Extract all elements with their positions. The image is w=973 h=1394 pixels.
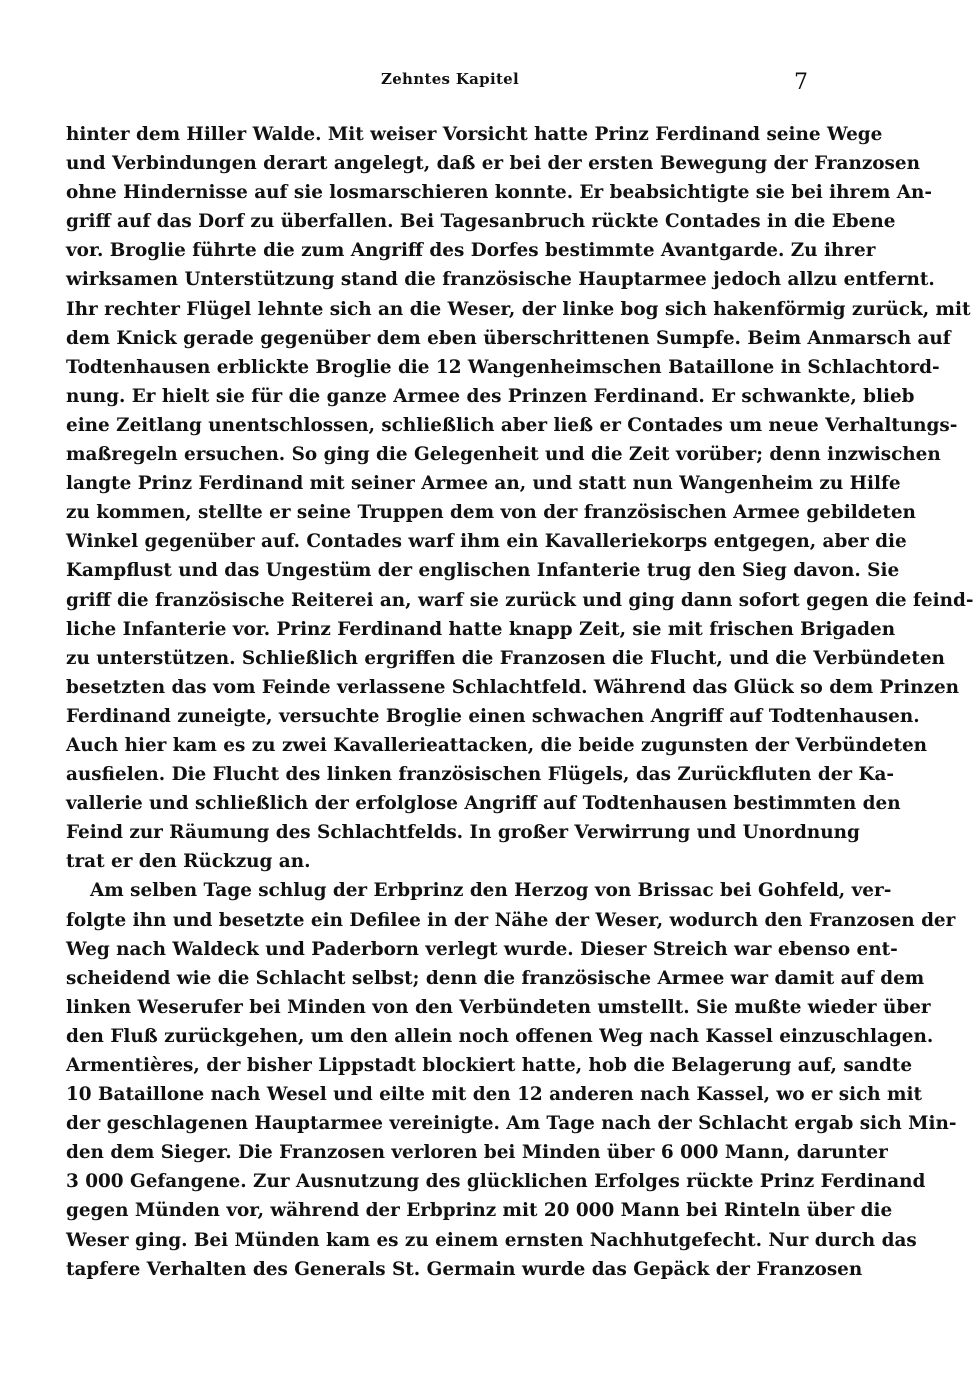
text-line: den dem Sieger. Die Franzosen verloren bei Minden über 6 000 Mann, darunter bbox=[66, 1142, 888, 1164]
page-number: 7 bbox=[794, 70, 808, 95]
text-line: wirksamen Unterstützung stand die französische Hauptarmee jedoch allzu entfernt. bbox=[66, 269, 935, 291]
text-line: ohne Hindernisse auf sie losmarschieren konnte. Er beabsichtigte sie bei ihrem An- bbox=[66, 182, 933, 204]
text-line: linken Weserufer bei Minden von den Verbündeten umstellt. Sie mußte wieder über bbox=[66, 996, 931, 1018]
text-line: Weg nach Waldeck und Paderborn verlegt wurde. Dieser Streich war ebenso ent- bbox=[66, 938, 898, 960]
text-line: scheidend wie die Schlacht selbst; denn die französische Armee war damit auf dem bbox=[66, 967, 925, 989]
text-line: folgte ihn und besetzte ein Defilee in der Nähe der Weser, wodurch den Franzosen der bbox=[66, 909, 956, 931]
text-line: Todtenhausen erblickte Broglie die 12 Wangenheimschen Bataillone in Schlachtord- bbox=[66, 356, 940, 378]
text-line: Ferdinand zuneigte, versuchte Broglie einen schwachen Angriff auf Todtenhausen. bbox=[66, 705, 920, 727]
text-line: Auch hier kam es zu zwei Kavallerieattacken, die beide zugunsten der Verbündeten bbox=[66, 734, 928, 756]
text-line: griff die französische Reiterei an, warf sie zurück und ging dann sofort gegen die feind- bbox=[66, 589, 973, 611]
text-line: vallerie und schließlich der erfolglose Angriff auf Todtenhausen bestimmten den bbox=[66, 793, 901, 815]
text-line: und Verbindungen derart angelegt, daß er bei der ersten Bewegung der Franzosen bbox=[66, 153, 920, 175]
text-line: langte Prinz Ferdinand mit seiner Armee an, und statt nun Wangenheim zu Hilfe bbox=[66, 473, 901, 495]
text-line: tapfere Verhalten des Generals St. Germain wurde das Gepäck der Franzosen bbox=[66, 1258, 863, 1280]
running-head: Zehntes Kapitel bbox=[380, 70, 520, 88]
text-line: trat er den Rückzug an. bbox=[66, 851, 311, 873]
text-line: gegen Münden vor, während der Erbprinz mit 20 000 Mann bei Rinteln über die bbox=[66, 1200, 893, 1222]
text-line: Feind zur Räumung des Schlachtfelds. In großer Verwirrung und Unordnung bbox=[66, 822, 860, 844]
text-line: zu unterstützen. Schließlich ergriffen die Franzosen die Flucht, und die Verbündeten bbox=[66, 647, 945, 669]
text-line: dem Knick gerade gegenüber dem eben überschrittenen Sumpfe. Beim Anmarsch auf bbox=[66, 327, 951, 349]
text-line: den Fluß zurückgehen, um den allein noch offenen Weg nach Kassel einzuschlagen. bbox=[66, 1025, 934, 1047]
text-line: 10 Bataillone nach Wesel und eilte mit den 12 anderen nach Kassel, wo er sich mit bbox=[66, 1084, 922, 1106]
text-line: Winkel gegenüber auf. Contades warf ihm ein Kavalleriekorps entgegen, aber die bbox=[66, 531, 907, 553]
text-line: maßregeln ersuchen. So ging die Gelegenheit und die Zeit vorüber; denn inzwischen bbox=[66, 444, 941, 466]
text-line: besetzten das vom Feinde verlassene Schlachtfeld. Während das Glück so dem Prinzen bbox=[66, 676, 960, 698]
text-line: ausfielen. Die Flucht des linken französischen Flügels, das Zurückfluten der Ka- bbox=[66, 764, 895, 786]
body-text bbox=[66, 120, 973, 1284]
text-line: Weser ging. Bei Münden kam es zu einem ernsten Nachhutgefecht. Nur durch das bbox=[66, 1229, 917, 1251]
text-line: griff auf das Dorf zu überfallen. Bei Tagesanbruch rückte Contades in die Ebene bbox=[66, 211, 896, 233]
text-line: Am selben Tage schlug der Erbprinz den Herzog von Brissac bei Gohfeld, ver- bbox=[90, 880, 892, 902]
text-line: Armentières, der bisher Lippstadt blockiert hatte, hob die Belagerung auf, sandte bbox=[66, 1055, 913, 1076]
text-line: eine Zeitlang unentschlossen, schließlich aber ließ er Contades um neue Verhaltungs- bbox=[66, 414, 958, 436]
text-line: Kampflust und das Ungestüm der englischen Infanterie trug den Sieg davon. Sie bbox=[66, 560, 900, 582]
text-line: hinter dem Hiller Walde. Mit weiser Vorsicht hatte Prinz Ferdinand seine Wege bbox=[66, 124, 883, 145]
text-line: Ihr rechter Flügel lehnte sich an die Weser, der linke bog sich hakenförmig zurück, mit bbox=[66, 298, 971, 320]
text-line: zu kommen, stellte er seine Truppen dem von der französischen Armee gebildeten bbox=[66, 502, 916, 524]
text-line: der geschlagenen Hauptarmee vereinigte. Am Tage nach der Schlacht ergab sich Min- bbox=[66, 1113, 957, 1135]
text-line: nung. Er hielt sie für die ganze Armee des Prinzen Ferdinand. Er schwankte, blieb bbox=[66, 385, 915, 407]
text-line: liche Infanterie vor. Prinz Ferdinand hatte knapp Zeit, sie mit frischen Brigaden bbox=[66, 618, 896, 640]
text-line: 3 000 Gefangene. Zur Ausnutzung des glücklichen Erfolges rückte Prinz Ferdinand bbox=[66, 1171, 926, 1193]
text-line: vor. Broglie führte die zum Angriff des Dorfes bestimmte Avantgarde. Zu ihrer bbox=[66, 240, 876, 262]
